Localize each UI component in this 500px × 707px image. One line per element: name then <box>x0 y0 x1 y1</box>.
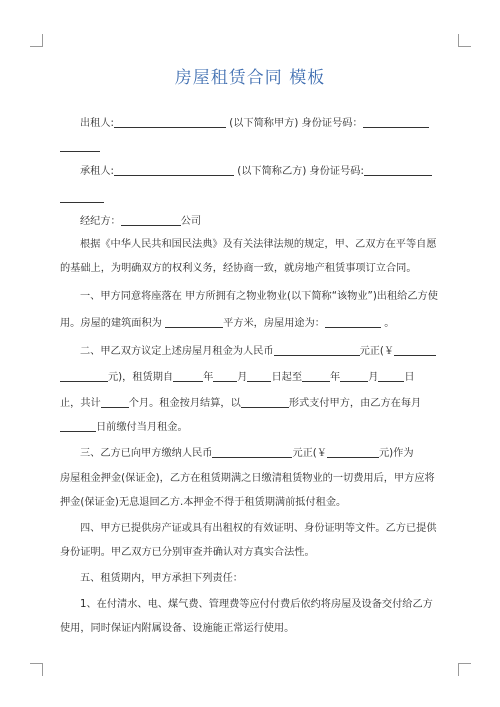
usage-blank <box>325 316 381 328</box>
agent-suffix: 公司 <box>180 216 202 227</box>
clause-2-line-1 <box>80 344 460 358</box>
day-label-2: 日 <box>404 372 415 383</box>
clause-1-line-1: 一、甲方同意将座落在 甲方所拥有之物业物业(以下简称“该物业”)出租给乙方使 <box>80 291 438 302</box>
document-title: 房屋租赁合同 模板 <box>174 68 326 88</box>
year-label: 年 <box>203 372 214 383</box>
clause-2-line-3 <box>60 396 440 410</box>
preamble-line-1: 根据《中华人民共和国民法典》及有关法律法规的规定，甲、乙双方在平等自愿 <box>80 239 437 250</box>
lessor-id-blank <box>363 116 429 128</box>
rent-number-blank <box>394 344 436 356</box>
term-from-label: 元)，租赁期自 <box>108 372 174 383</box>
start-day-blank <box>247 370 271 382</box>
crop-mark-bottom-right <box>458 663 471 676</box>
payment-method-blank <box>241 396 289 408</box>
lessee-name-blank <box>114 164 234 176</box>
clause-5-heading: 五、租赁期内，甲方承担下列责任： <box>80 573 243 584</box>
clause-5-item-1-line-2: 使用，同时保证内附属设备、设施能正常运行使用。 <box>60 623 295 634</box>
deposit-number-blank <box>327 446 379 458</box>
start-month-blank <box>213 370 237 382</box>
year-label-2: 年 <box>330 372 341 383</box>
rent-amount-blank <box>274 344 360 356</box>
agent-blank <box>121 214 181 226</box>
agent-label: 经纪方： <box>80 216 121 227</box>
lessor-line <box>80 116 460 130</box>
lessee-id-blank-cont <box>60 202 104 203</box>
lessee-id-label: (以下简称乙方) 身份证号码: <box>237 166 364 177</box>
deposit-amount-blank <box>212 446 292 458</box>
end-year-blank <box>302 370 330 382</box>
payment-label: 个月。租金按月结算，以 <box>128 398 241 409</box>
rent-number-blank-cont <box>60 370 108 382</box>
lessor-id-blank-cont <box>60 151 100 152</box>
start-year-blank <box>173 370 203 382</box>
end-day-blank <box>378 370 404 382</box>
rent-label: 二、甲乙双方议定上述房屋月租金为人民币 <box>80 346 274 357</box>
total-label: 止，共计 <box>60 398 101 409</box>
deposit-yuan-label: 元正(￥ <box>292 448 327 459</box>
crop-mark-top-left <box>30 34 43 47</box>
lessee-label: 承租人: <box>80 166 114 177</box>
deposit-suffix: 元)作为 <box>378 448 414 459</box>
lessor-id-label: (以下简称甲方) 身份证号码： <box>229 118 363 129</box>
clause-3-line-3: 押金(保证金)无息退回乙方.本押金不得于租赁期满前抵付租金。 <box>60 497 347 508</box>
crop-mark-bottom-left <box>30 663 43 676</box>
lessor-name-blank <box>114 116 226 128</box>
due-suffix: 日前缴付当月租金。 <box>96 422 188 433</box>
month-label-2: 月 <box>368 372 379 383</box>
deposit-label: 三、乙方已向甲方缴纳人民币 <box>80 448 213 459</box>
clause-2-line-2 <box>60 370 440 384</box>
lessee-line <box>80 164 460 178</box>
lessor-label: 出租人: <box>80 118 114 129</box>
preamble-line-2: 的基础上，为明确双方的权利义务，经协商一致，就房地产租赁事项订立合同。 <box>60 263 417 274</box>
agent-line <box>80 214 460 228</box>
term-to-label: 日起至 <box>271 372 303 383</box>
clause-4-line-2: 身份证明。甲乙双方已分别审查并确认对方真实合法性。 <box>60 547 315 558</box>
payment-due-label: 形式支付甲方，由乙方在每月 <box>288 398 422 409</box>
rent-yuan-label: 元正(￥ <box>359 346 395 357</box>
end-month-blank <box>340 370 368 382</box>
due-day-blank <box>60 420 96 432</box>
clause-4-line-1: 四、甲方已提供房产证或具有出租权的有效证明、身份证明等文件。乙方已提供 <box>80 523 437 534</box>
lessee-id-blank <box>364 164 432 176</box>
area-label: 用。房屋的建筑面积为 <box>60 318 162 329</box>
clause-2-line-4 <box>60 420 440 434</box>
area-blank <box>165 316 223 328</box>
usage-label: 平方米，房屋用途为： <box>223 318 325 329</box>
clause-5-item-1-line-1: 1、在付清水、电、煤气费、管理费等应付付费后依约将房屋及设备交付给乙方 <box>80 599 433 610</box>
clause-3-line-2: 房屋租金押金(保证金)，乙方在租赁期满之日缴清租赁物业的一切费用后，甲方应将 <box>60 473 435 484</box>
period: 。 <box>384 318 395 329</box>
clause-1-line-2 <box>60 316 440 330</box>
month-label: 月 <box>237 372 248 383</box>
crop-mark-top-right <box>458 34 471 47</box>
clause-3-line-1 <box>80 446 460 460</box>
months-blank <box>101 396 129 408</box>
